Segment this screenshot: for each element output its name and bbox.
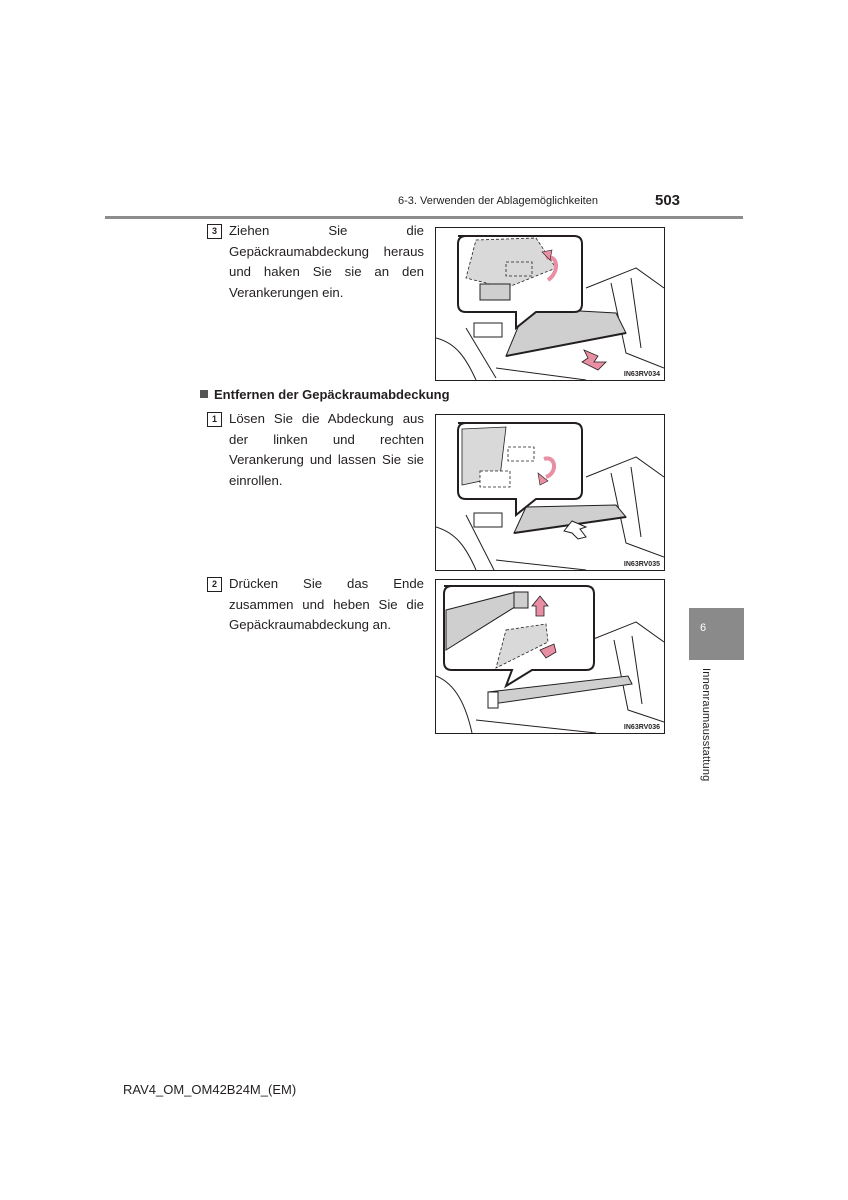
step-number-box: 2 (207, 577, 222, 592)
figure-code: IN63RV036 (623, 724, 660, 731)
header-rule (105, 216, 743, 219)
chapter-tab (689, 608, 744, 660)
step-number-box: 3 (207, 224, 222, 239)
chapter-number: 6 (700, 622, 707, 634)
step-number-box: 1 (207, 412, 222, 427)
illustration-lift-cover (435, 579, 665, 734)
step-text: Drücken Sie das Ende zusammen und heben Sie die Gepäckraumabdeckung an. (229, 576, 424, 632)
page-number: 503 (655, 192, 681, 209)
footer-doc-code: RAV4_OM_OM42B24M_(EM) (123, 1082, 297, 1097)
section-heading-text: Entfernen der Gepäckraumabdeckung (214, 387, 450, 402)
chapter-label: Innenraumausstattung (700, 668, 712, 782)
running-header-title: 6-3. Verwenden der Ablagemöglichkeiten (398, 195, 598, 207)
step-text: Ziehen Sie die Gepäckraumabdeckung heraus und haken Sie sie an den Verankerungen ein. (229, 223, 424, 300)
illustration-pull-cover-out (435, 227, 665, 381)
step-text: Lösen Sie die Abdeckung aus der linken und rechten Verankerung und lassen Sie sie einrollen. (229, 411, 424, 488)
figure-code: IN63RV035 (623, 561, 660, 568)
section-bullet-icon (200, 390, 208, 398)
illustration-release-cover (435, 414, 665, 571)
figure-code: IN63RV034 (623, 371, 660, 378)
section-heading (200, 387, 450, 402)
